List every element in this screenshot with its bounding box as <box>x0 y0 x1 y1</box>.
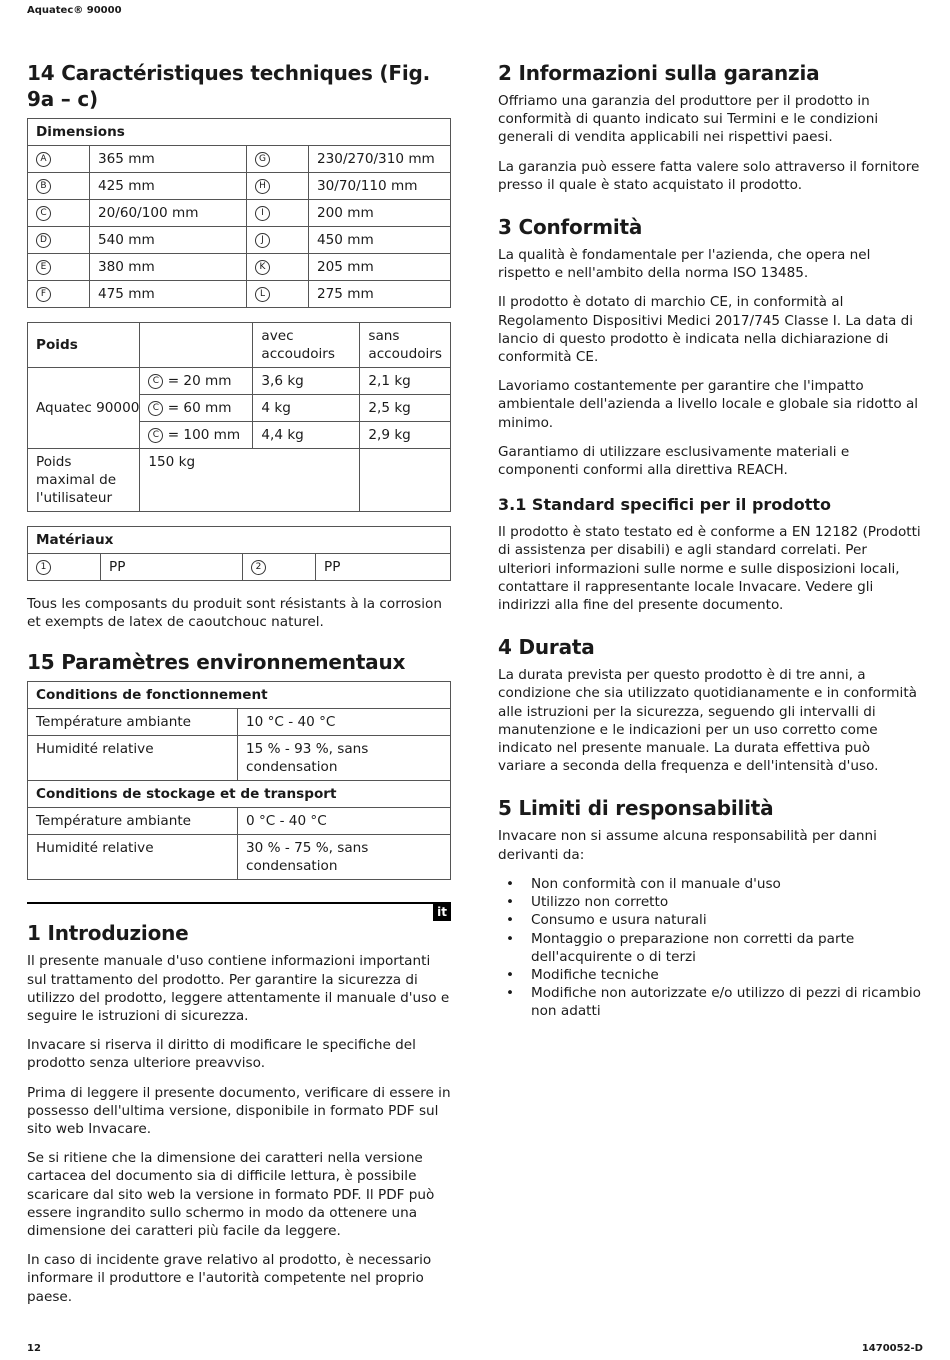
part-key: 1 <box>36 560 51 575</box>
paragraph: Se si ritiene che la dimensione dei caratteri nella versione cartacea del documento sia di difficile lettura, è possibile scaricare dal sito web la versione in formato PDF. Il PDF può essere ingrandito sullo schermo in modo da ottenere una dimensione dei caratteri più facile da leggere. <box>27 1150 435 1240</box>
list-item: • Montaggio o preparazione non corretti da parte dell'acquirente o di terzi <box>498 930 922 966</box>
document-code: 1470052-D <box>861 1343 923 1354</box>
dim-key: C <box>148 428 163 443</box>
section-2-title: 2 Informazioni sulla garanzia <box>498 61 820 85</box>
condition: = 60 mm <box>167 400 232 416</box>
dim-value: 425 mm <box>90 173 247 200</box>
weight-avec: 4 kg <box>253 395 360 422</box>
paragraph: Invacare non si assume alcuna responsabilità per danni derivanti da: <box>498 828 877 863</box>
table-row <box>28 281 451 308</box>
param-value: 15 % - 93 %, sans condensation <box>238 736 451 781</box>
list-item: • Utilizzo non corretto <box>498 893 922 911</box>
param-value: 30 % - 75 %, sans condensation <box>238 835 451 880</box>
weight-sans: 2,1 kg <box>360 368 451 395</box>
weight-sans: 2,5 kg <box>360 395 451 422</box>
param-name: Humidité relative <box>28 835 238 880</box>
part-key: 2 <box>251 560 266 575</box>
paragraph: In caso di incidente grave relativo al prodotto, è necessario informare il produttore e l'autorità competente nel proprio paese. <box>27 1252 432 1305</box>
table-row <box>28 808 451 835</box>
weight-avec: 3,6 kg <box>253 368 360 395</box>
dim-key: B <box>36 179 51 194</box>
table-row <box>28 254 451 281</box>
dim-key: J <box>255 233 270 248</box>
liability-list <box>498 875 922 1021</box>
dim-key: K <box>255 260 270 275</box>
language-badge: it <box>433 904 451 921</box>
param-value: 0 °C - 40 °C <box>238 808 451 835</box>
dim-key: C <box>148 374 163 389</box>
dimensions-table <box>27 118 451 308</box>
section-14-title: 14 Caractéristiques techniques (Fig. 9a – c) <box>27 61 431 111</box>
dim-key: G <box>255 152 270 167</box>
dim-key: I <box>255 206 270 221</box>
section-1-title: 1 Introduzione <box>27 921 189 946</box>
running-header: Aquatec® 90000 <box>27 5 122 16</box>
condition: = 100 mm <box>167 427 241 443</box>
max-user-label: Poids maximal de l'utilisateur <box>28 449 140 512</box>
section-4-title: 4 Durata <box>498 635 595 660</box>
page-number: 12 <box>27 1343 41 1354</box>
paragraph: Il presente manuale d'uso contiene informazioni importanti sul trattamento del prodotto. Per garantire la sicurezza di utilizzo del prodotto, leggere attentamente il manuale d'uso e seguire le istruzioni di sicurezza. <box>27 953 450 1025</box>
list-item: • Non conformità con il manuale d'uso <box>498 875 922 893</box>
materials-note: Tous les composants du produit sont résistants à la corrosion et exempts de latex de caoutchouc naturel. <box>27 596 442 631</box>
dim-value: 205 mm <box>309 254 451 281</box>
dim-value: 200 mm <box>309 200 451 227</box>
operating-label: Conditions de fonctionnement <box>28 682 451 709</box>
paragraph: La durata prevista per questo prodotto è di tre anni, a condizione che sia utilizzato quotidianamente e in conformità alle istruzioni per la sicurezza, seguendo gli intervalli di manutenzione e le indicazioni per un uso corretto come indicato nel presente manuale. La durata effettiva può variare a seconda della frequenza e dell'intensità d'uso. <box>498 667 917 775</box>
part-material: PP <box>101 554 243 581</box>
left-column <box>27 60 451 1317</box>
dim-key: L <box>255 287 270 302</box>
dim-value: 230/270/310 mm <box>309 146 451 173</box>
paragraph: Offriamo una garanzia del produttore per il prodotto in conformità di quanto indicato sui Termini e le condizioni generali di vendita applicabili nei rispettivi paesi. <box>498 93 879 146</box>
storage-label: Conditions de stockage et de transport <box>28 781 451 808</box>
part-material: PP <box>316 554 451 581</box>
list-item: • Modifiche non autorizzate e/o utilizzo di pezzi di ricambio non adatti <box>498 984 922 1020</box>
dim-value: 540 mm <box>90 227 247 254</box>
paragraph: Prima di leggere il presente documento, verificare di essere in possesso dell'ultima versione, disponibile in formato PDF sul sito web Invacare. <box>27 1084 451 1138</box>
table-row <box>28 227 451 254</box>
section-3-1-title: 3.1 Standard specifici per il prodotto <box>498 495 832 515</box>
language-divider <box>27 902 451 918</box>
right-column <box>498 60 922 1021</box>
paragraph: Lavoriamo costantemente per garantire che l'impatto ambientale dell'azienda a livello locale e globale sia ridotto al minimo. <box>498 378 919 431</box>
list-item: • Consumo e usura naturali <box>498 911 922 929</box>
weight-table <box>27 322 451 512</box>
dim-value: 275 mm <box>309 281 451 308</box>
dim-key: D <box>36 233 51 248</box>
col-avec: avec accoudoirs <box>253 323 360 368</box>
list-item: • Modifiche tecniche <box>498 966 922 984</box>
dim-value: 380 mm <box>90 254 247 281</box>
param-name: Température ambiante <box>28 808 238 835</box>
dim-key: H <box>255 179 270 194</box>
environment-table <box>27 681 451 880</box>
table-row <box>28 200 451 227</box>
paragraph: Il prodotto è stato testato ed è conforme a EN 12182 (Prodotti di assistenza per disabili) e agli standard correlati. Per ulteriori informazioni sulle norme e sulle disposizioni locali, contattare il rappresentante locale Invacare. Vedere gli indirizzi alla fine del presente documento. <box>498 524 921 614</box>
max-user-value: 150 kg <box>140 449 360 512</box>
paragraph: La garanzia può essere fatta valere solo attraverso il fornitore presso il quale è stato acquistato il prodotto. <box>498 158 920 193</box>
param-value: 10 °C - 40 °C <box>238 709 451 736</box>
dimensions-label: Dimensions <box>28 119 451 146</box>
dim-key: A <box>36 152 51 167</box>
section-15-title: 15 Paramètres environnementaux <box>27 650 406 675</box>
materials-table <box>27 526 451 581</box>
weight-avec: 4,4 kg <box>253 422 360 449</box>
dim-key: E <box>36 260 51 275</box>
table-row <box>28 736 451 781</box>
table-row <box>28 323 451 368</box>
condition: = 20 mm <box>167 373 232 389</box>
dim-key: C <box>36 206 51 221</box>
table-row <box>28 835 451 880</box>
table-row <box>28 449 451 512</box>
table-row <box>28 709 451 736</box>
paragraph: Invacare si riserva il diritto di modificare le specifiche del prodotto senza ulteriore preavviso. <box>27 1037 416 1072</box>
dim-value: 450 mm <box>309 227 451 254</box>
paragraph: Il prodotto è dotato di marchio CE, in conformità al Regolamento Dispositivi Medici 2017/745 Classe I. La data di lancio di questo prodotto è indicata nella dichiarazione di conformità CE. <box>498 294 914 366</box>
dim-value: 30/70/110 mm <box>309 173 451 200</box>
param-name: Humidité relative <box>28 736 238 781</box>
section-3-title: 3 Conformità <box>498 215 643 240</box>
weight-sans: 2,9 kg <box>360 422 451 449</box>
param-name: Température ambiante <box>28 709 238 736</box>
table-row <box>28 554 451 581</box>
col-sans: sans accoudoirs <box>360 323 451 368</box>
dim-key: C <box>148 401 163 416</box>
paragraph: Garantiamo di utilizzare esclusivamente materiali e componenti conformi alla direttiva REACH. <box>498 443 850 479</box>
section-5-title: 5 Limiti di responsabilità <box>498 796 774 821</box>
model-name: Aquatec 90000 <box>28 368 140 449</box>
table-row <box>28 173 451 200</box>
dim-key: F <box>36 287 51 302</box>
materials-label: Matériaux <box>28 527 451 554</box>
weight-label: Poids <box>28 323 140 368</box>
dim-value: 365 mm <box>90 146 247 173</box>
table-row <box>28 146 451 173</box>
dim-value: 20/60/100 mm <box>90 200 247 227</box>
dim-value: 475 mm <box>90 281 247 308</box>
table-row <box>28 368 451 395</box>
paragraph: La qualità è fondamentale per l'azienda, che opera nel rispetto e nell'ambito della norma ISO 13485. <box>498 247 871 282</box>
